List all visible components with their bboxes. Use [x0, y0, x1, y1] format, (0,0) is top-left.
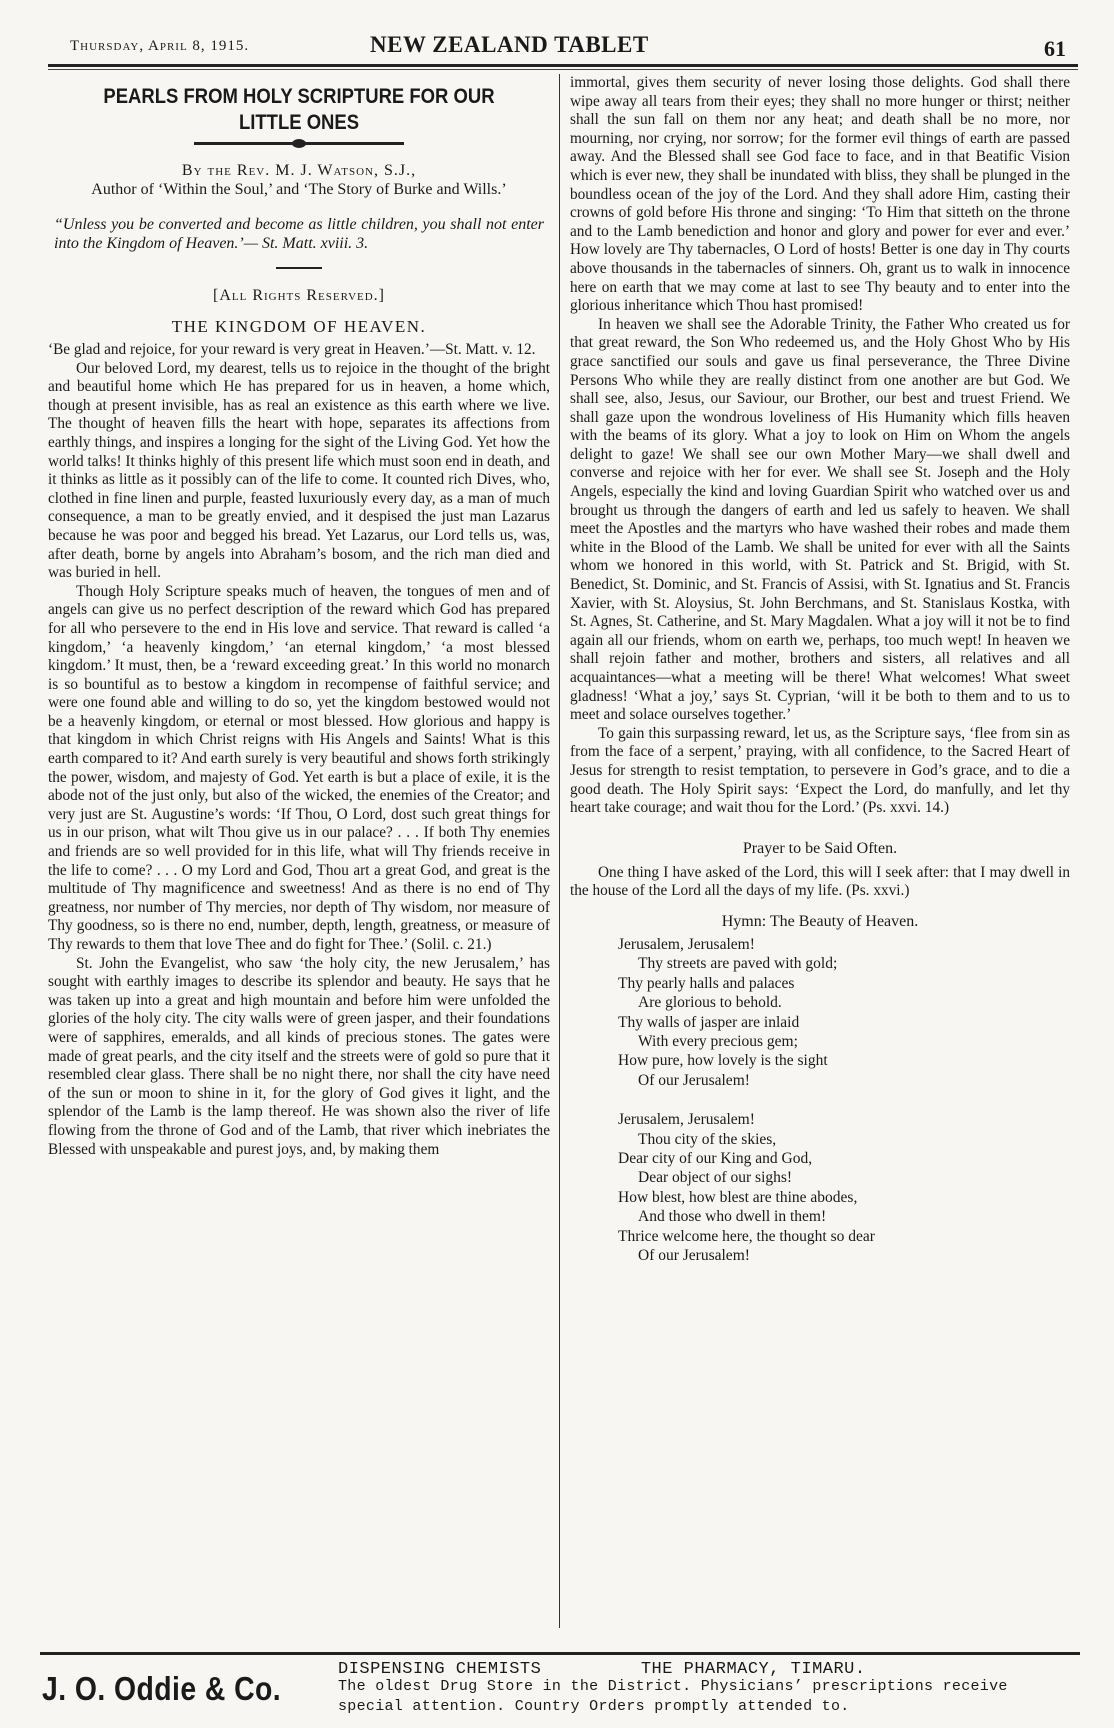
- hymn-line: With every precious gem;: [638, 1032, 798, 1050]
- advert-rule: [40, 1652, 1080, 1655]
- article-title-line-2: LITTLE ONES: [238, 111, 360, 134]
- short-rule: [276, 267, 322, 269]
- hymn-line: Jerusalem, Jerusalem!: [618, 1111, 755, 1129]
- hymn-line: Dear city of our King and God,: [618, 1150, 813, 1167]
- hymn-line: And those who dwell in them!: [638, 1208, 827, 1226]
- prayer-heading: Prayer to be Said Often.: [742, 839, 898, 857]
- paragraph: In heaven we shall see the Adorable Trinity, the Father Who created us for that great reward, the Son Who redeemed us, and the Holy Ghost Who by His grace sanctified our souls and gave us final perseverance, the Three Divine Persons Who while they are really distinct from one another are but God. We shall see, also, Jesus, our Saviour, our Brother, our best and truest Friend. We shall gaze upon the wondrous loveliness of His Humanity which fills heaven with the beams of its glory. What a joy to look on Him on Whom the angels delight to gaze! We shall see our own Mother Mary—we shall dwell and converse and rejoice with her for ever. We shall see St. Joseph and the Holy Angels, especially the kind and loving Guardian Spirit who watched over us and brought us through the dangers of earth and led us safely to heaven. We shall meet the Apostles and the martyrs who have washed their robes and made them white in the Blood of the Lamb. We shall be united for ever with all the Saints whom we honored in this world, with St. Patrick and St. Brigid, with St. Benedict, St. Dominic, and St. Francis of Assisi, with St. Ignatius and St. Francis Xavier, with St. Aloysius, St. John Berchmans, and St. Stanislaus Kostka, with St. Agnes, St. Catherine, and St. Mary Magdalen. What a joy will it not be to find again all our friends, whom on earth we, perhaps, too much wept! In heaven we shall rejoin father and mother, brothers and sisters, all relatives and all acquaintances—what a meeting will be there! What welcomes! What sweet gladness! ‘What a joy,’ says St. Cyprian, ‘will it be both to them and to us to meet and solace ourselves together.’: [570, 315, 1070, 724]
- advert-brand: J. O. Oddie & Co.: [42, 1670, 282, 1707]
- hymn-line: How pure, how lovely is the sight: [618, 1052, 828, 1070]
- advert-line-2: The oldest Drug Store in the District. Physicians’ prescriptions receive: [338, 1678, 1008, 1695]
- paragraph: immortal, gives them security of never losing those delights. God shall there wipe away all tears from their eyes; they shall no more hunger or thirst; neither shall the sun fall on them nor any heat; and death shall be no more, nor mourning, nor crying, nor sorrow; for the former evil things of earth are passed away. And the Blessed shall see God face to face, and in that Beatific Vision which is ever new, they shall be inundated with bliss, they shall be plunged in the boundless ocean of the joy of the Lord. And they shall adore Him, casting their crowns of gold before His throne and singing: ‘To Him that sitteth on the throne and to the Lamb benediction and honor and glory and power for ever and ever.’ How lovely are Thy tabernacles, O Lord of hosts! Better is one day in Thy courts above thousands in the tabernacles of sinners. Oh, grant us to walk in innocence here on earth that we may come at last to see Thy beauty and to enter into the glorious inheritance which Thou hast promised!: [570, 74, 1070, 315]
- hymn: [618, 935, 1070, 1266]
- hymn-line: Are glorious to behold.: [638, 994, 782, 1012]
- article-body-left: [48, 341, 550, 1159]
- hymn-line: Thy walls of jasper are inlaid: [618, 1013, 800, 1031]
- advert-location: THE PHARMACY, TIMARU.: [640, 1660, 866, 1679]
- hymn-line: Of our Jerusalem!: [638, 1071, 750, 1089]
- newspaper-title: NEW ZEALAND TABLET: [370, 32, 649, 57]
- issue-date: Thursday, April 8, 1915.: [70, 38, 250, 54]
- paragraph: St. John the Evangelist, who saw ‘the holy city, the new Jerusalem,’ has sought with earthly images to describe its splendor and beauty. He says that he was taken up into a great and high mountain and before him were unfolded the glories of the holy city. The city walls were of green jasper, and their foundations were of sapphires, emeralds, and all kinds of precious stones. The gates were made of great pearls, and the city itself and the streets were of gold so pure that it resembled clear glass. There shall be no night there, nor shall the city have need of the sun or moon to shine in it, for the glory of God gives it light, and the splendor of the Lamb is the lamp thereof. He was shown also the river of life flowing from the throne of God and of the Lamb, that river which inebriates the Blessed with unspeakable and purest joys, and, by making them: [48, 954, 550, 1158]
- paragraph: Though Holy Scripture speaks much of heaven, the tongues of men and of angels can give us no perfect description of the reward which God has prepared for all who persevere to the end in His love and service. That reward is called ‘a kingdom,’ ‘a heavenly kingdom,’ ‘an eternal kingdom,’ ‘a most blessed kingdom.’ It must, then, be a ‘reward exceeding great.’ In this world no monarch is so bountiful as to bestow a kingdom in recompense of faithful service; and were one found able and willing to do so, yet the kingdom bestowed would not be a heavenly kingdom, or eternal or most blessed. How glorious and happy is that kingdom in which Christ reigns with His Angels and Saints! What is this earth compared to it? And earth surely is very beautiful and shows forth strikingly the power, wisdom, and majesty of God. Yet earth is but a place of exile, it is the abode not of the just only, but also of the wicked, the enemies of the Creator; and very just are St. Augustine’s words: ‘If Thou, O Lord, dost such great things for us in our prison, what wilt Thou give us in our palace? . . . If both Thy enemies and friends are so well provided for in this life, what will Thy friends receive in the life to come? . . . O my Lord and God, Thou art a great God, and great is the multitude of Thy magnificence and sweetness! And as there is no end of Thy greatness, nor number of Thy mercies, nor depth of Thy wisdom, nor measure of Thy goodness, so is there no end, number, depth, length, greatness, or measure of Thy rewards to them that love Thee and do fight for Thee.’ (Solil. c. 21.): [48, 582, 550, 953]
- article-title: [78, 84, 520, 136]
- article-title-line-1: PEARLS FROM HOLY SCRIPTURE FOR OUR: [103, 85, 495, 108]
- advert-line-1: [338, 1658, 866, 1679]
- advert-line-3: special attention. Country Orders promptly attended to.: [338, 1698, 850, 1715]
- masthead: [40, 28, 1080, 62]
- hymn-line: Thou city of the skies,: [638, 1130, 777, 1148]
- byline: [48, 161, 550, 199]
- hymn-stanza: [618, 1110, 1070, 1265]
- hymn-stanza: [618, 935, 1070, 1090]
- pharmacy-advert: [40, 1658, 1080, 1720]
- page-number: 61: [1044, 36, 1066, 61]
- hymn-line: Jerusalem, Jerusalem!: [618, 935, 755, 953]
- hymn-heading: Hymn: The Beauty of Heaven.: [721, 912, 919, 930]
- hymn-line: How blest, how blest are thine abodes,: [618, 1188, 858, 1206]
- scripture-quote: ‘Be glad and rejoice, for your reward is very great in Heaven.’—St. Matt. v. 12.: [48, 341, 536, 358]
- advert-business-type: DISPENSING CHEMISTS: [338, 1660, 542, 1679]
- hymn-line: Dear object of our sighs!: [638, 1169, 793, 1187]
- hymn-line: Of our Jerusalem!: [638, 1247, 750, 1265]
- hymn-line: Thy pearly halls and palaces: [618, 974, 795, 992]
- hymn-line: Thrice welcome here, the thought so dear: [618, 1227, 875, 1245]
- column-divider: [559, 74, 560, 1628]
- epigraph: “Unless you be converted and become as little children, you shall not enter into the Kingdom of Heaven.’— St. Matt. xviii. 3.: [54, 216, 544, 252]
- author-works: Author of ‘Within the Soul,’ and ‘The Story of Burke and Wills.’: [91, 181, 507, 198]
- prayer: [570, 864, 1070, 901]
- section-heading: THE KINGDOM OF HEAVEN.: [171, 317, 427, 336]
- masthead-rule: [48, 64, 1078, 67]
- prayer-text: One thing I have asked of the Lord, this will I seek after: that I may dwell in the house of the Lord all the days of my life. (Ps. xxvi.): [570, 863, 1070, 900]
- masthead-rule-thin: [48, 69, 1078, 70]
- right-column: [570, 74, 1070, 1285]
- paragraph: Our beloved Lord, my dearest, tells us to rejoice in the thought of the bright and beautiful home which He has prepared for us in heaven, a home which, though at present invisible, has as real an existence as this earth where we live. The thought of heaven fills the heart with hope, separates its affections from earthly things, and inspires a longing for the sight of the Living God. Yet how the world talks! It thinks highly of this present life which must soon end in death, and it thinks as little as it possibly can of the life to come. It counted rich Dives, who, clothed in fine linen and purple, feasted luxuriously every day, as a man of much consequence, a man to be greatly envied, and it despised the just man Lazarus because he was poor and begged his bread. Yet Lazarus, our Lord tells us, was, after death, borne by angels into Abraham’s bosom, and the rich man died and was buried in hell.: [48, 359, 550, 582]
- article-body-right: [570, 74, 1070, 818]
- author-name: By the Rev. M. J. Watson, S.J.,: [181, 162, 417, 179]
- paragraph: To gain this surpassing reward, let us, as the Scripture says, ‘flee from sin as from the face of a serpent,’ praying, with all confidence, to the Sacred Heart of Jesus for strength to resist temptation, to persevere in God’s grace, and to die a good death. The Holy Spirit says: ‘Expect the Lord, do manfully, and let thy heart take courage; and wait thou for the Lord.’ (Ps. xxvi. 14.): [570, 724, 1070, 817]
- left-column: [48, 74, 550, 1159]
- hymn-line: Thy streets are paved with gold;: [638, 955, 838, 973]
- ornamental-rule: [194, 142, 404, 145]
- rights-notice: [All Rights Reserved.]: [213, 287, 385, 304]
